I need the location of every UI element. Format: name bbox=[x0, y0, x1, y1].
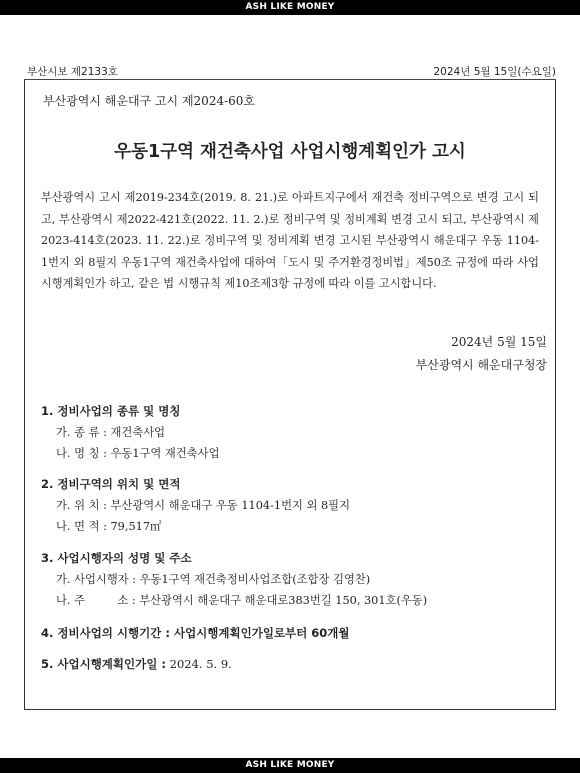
section-5 bbox=[41, 656, 232, 672]
section-5-heading: 5. 사업시행계획인가일 : bbox=[41, 657, 166, 671]
section-1-item-name: 나. 명 칭 : 우동1구역 재건축사업 bbox=[56, 447, 220, 460]
notice-body: 부산광역시 고시 제2019-234호(2019. 8. 21.)로 아파트지구에서 재건축 정비구역으로 변경 고시 되고, 부산광역시 제2022-421호(2022. 11. 2.)로 정비구역 및 정비계획 변경 고시 되고, 부산광역시 제2023-414호(2023. 11. 22.)로 정비구역 및 정비계획 변경 고시된 부산광역시 해운대구 우동 1104-1번지 외 8필지 우동1구역 재건축사업에 대하여「도시 및 주거환경정비법」제50조 규정에 따라 사업시행계획인가 하고, 같은 법 시행규칙 제10조제3항 규정에 따라 이를 고시합니다. bbox=[41, 191, 539, 291]
signature-office: 부산광역시 해운대구청장 bbox=[415, 358, 547, 372]
gazette-number: 부산시보 제2133호 bbox=[27, 66, 118, 78]
section-1-heading: 1. 정비사업의 종류 및 명칭 bbox=[41, 404, 181, 418]
section-3-item-operator: 가. 사업시행자 : 우동1구역 재건축정비사업조합(조합장 김영찬) bbox=[56, 573, 371, 586]
section-1-item-type: 가. 종 류 : 재건축사업 bbox=[56, 426, 166, 439]
gazette-date: 2024년 5월 15일(수요일) bbox=[433, 66, 556, 78]
section-2-item-location: 가. 위 치 : 부산광역시 해운대구 우동 1104-1번지 외 8필지 bbox=[56, 499, 351, 512]
notice-number: 부산광역시 해운대구 고시 제2024-60호 bbox=[43, 94, 256, 108]
section-2-item-area: 나. 면 적 : 79,517㎡ bbox=[56, 520, 162, 533]
bottom-brand-text: ASH LIKE MONEY bbox=[245, 760, 335, 770]
section-3-heading: 3. 사업시행자의 성명 및 주소 bbox=[41, 551, 192, 565]
notice-frame bbox=[24, 80, 556, 710]
section-3-item-address: 나. 주 소 : 부산광역시 해운대구 해운대로383번길 150, 301호(우동) bbox=[56, 594, 428, 607]
top-brand-text: ASH LIKE MONEY bbox=[245, 2, 335, 12]
section-5-value: 2024. 5. 9. bbox=[169, 657, 232, 671]
signature-date: 2024년 5월 15일 bbox=[451, 335, 547, 349]
section-2-heading: 2. 정비구역의 위치 및 면적 bbox=[41, 477, 181, 491]
notice-title: 우동1구역 재건축사업 사업시행계획인가 고시 bbox=[114, 142, 466, 162]
section-4-heading: 4. 정비사업의 시행기간 : 사업시행계획인가일로부터 60개월 bbox=[41, 626, 350, 640]
